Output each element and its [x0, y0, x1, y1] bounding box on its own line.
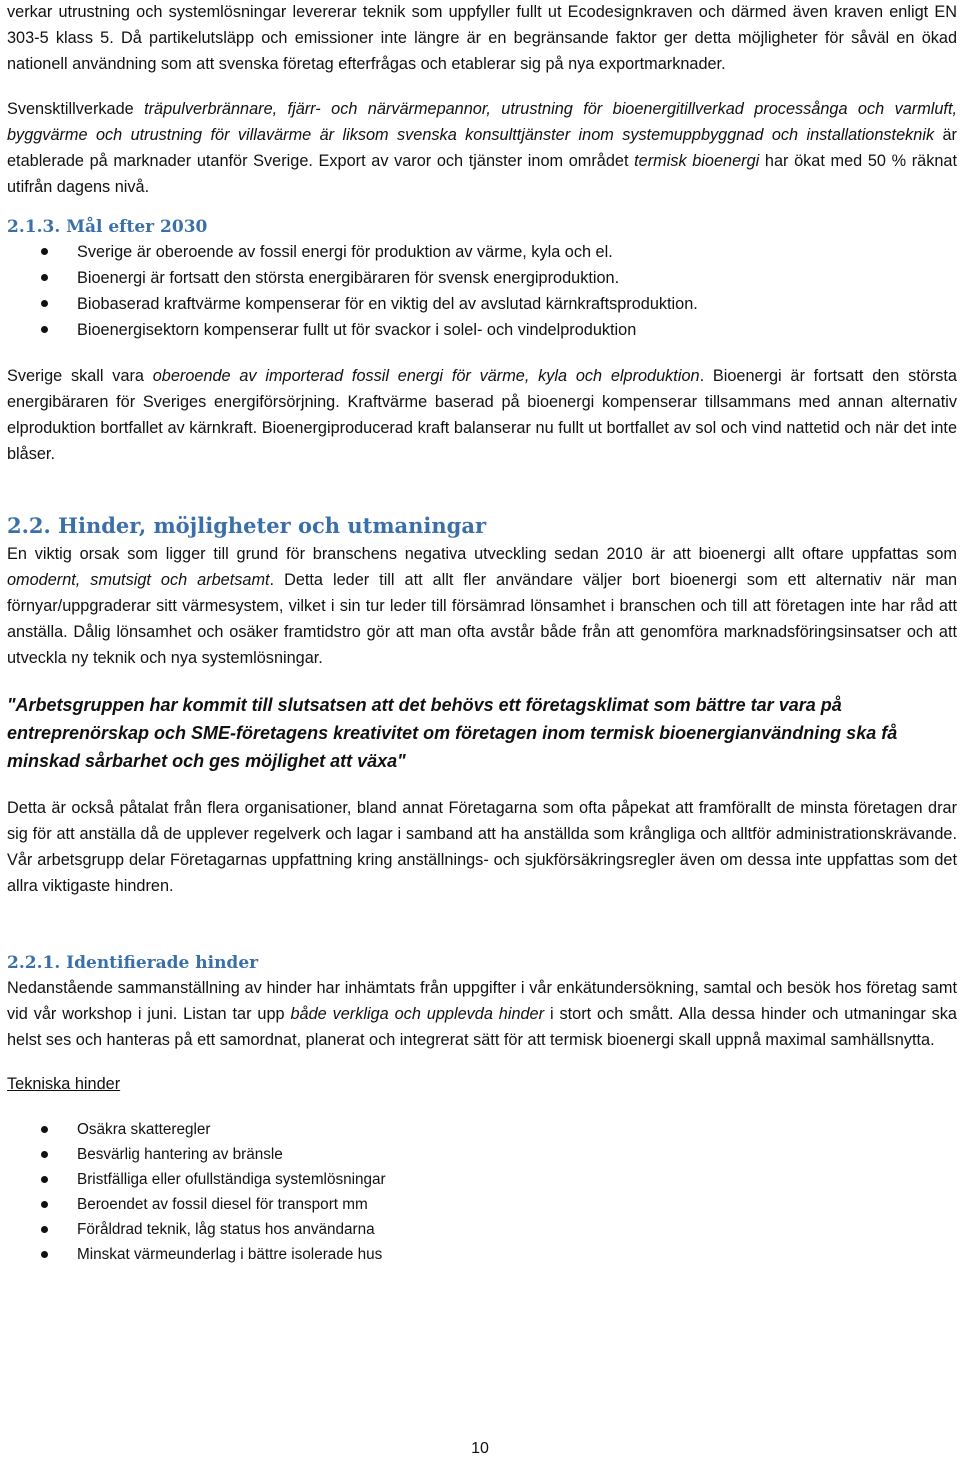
bullet-icon — [41, 1251, 48, 1258]
identified-text-2: både verkliga och upplevda hinder — [290, 1005, 545, 1023]
list-item — [7, 239, 957, 265]
goals-paragraph — [7, 363, 957, 467]
list-item — [7, 317, 957, 343]
list-item-text: Bioenergisektorn kompenserar fullt ut för svackor i solel- och vindelproduktion — [77, 321, 637, 339]
list-item-text: Beroendet av fossil diesel för transport mm — [77, 1196, 368, 1213]
list-item — [7, 1142, 957, 1167]
workgroup-quote: "Arbetsgruppen har kommit till slutsatsen att det behövs ett företagsklimat som bättre tar vara på entreprenörskap och SME-företagens kreativitet om företagen inom termisk bioenergianvändning ska få minskad sårbarhet och ges möjlighet att växa" — [7, 695, 898, 771]
list-item — [7, 1192, 957, 1217]
export-text-2: träpulverbrännare, fjärr- och närvärmepannor, utrustning för bioenergitillverkad processånga och varmluft, byggvärme och utrustning för villavärme är liksom svenska konsulttjänster inom systemuppbyggnad och installationsteknik — [7, 100, 957, 144]
list-item-text: Bristfälliga eller ofullständiga systemlösningar — [77, 1171, 386, 1188]
list-item-text: Sverige är oberoende av fossil energi för produktion av värme, kyla och el. — [77, 243, 613, 261]
goals-list — [7, 239, 957, 343]
export-text-5: har ökat med 50 % räknat utifrån dagens nivå. — [7, 152, 957, 196]
list-item — [7, 265, 957, 291]
intro-paragraph: verkar utrustning och systemlösningar levererar teknik som uppfyller fullt ut Ecodesignkraven och därmed även kraven enligt EN 303-5 klass 5. Då partikelutsläpp och emissioner inte längre är en begränsande faktor ger detta möjligheter för såväl en ökad nationell användning som att svenska företag efterfrågas och etablerar sig på nya exportmarknader. — [7, 3, 957, 73]
obstacles-text-2: omodernt, smutsigt och arbetsamt — [7, 571, 270, 589]
technical-obstacles-subheading: Tekniska hinder — [7, 1075, 121, 1093]
identified-text-1: Nedanstående sammanställning av hinder har inhämtats från uppgifter i vår enkätundersökning, samtal och besök hos företag samt vid vår workshop i juni. Listan tar upp — [7, 979, 957, 1023]
bullet-icon — [41, 300, 48, 307]
document-page — [7, 0, 957, 1267]
heading-2-2-1: 2.2.1. Identifierade hinder — [7, 953, 259, 973]
bullet-icon — [41, 248, 48, 255]
list-item-text: Bioenergi är fortsatt den största energibäraren för svensk energiproduktion. — [77, 269, 620, 287]
bullet-icon — [41, 326, 48, 333]
obstacles-paragraph — [7, 541, 957, 671]
bullet-icon — [41, 1176, 48, 1183]
list-item — [7, 291, 957, 317]
bullet-icon — [41, 1151, 48, 1158]
export-text-3: är etablerade på marknader utanför Sverige. Export av varor och tjänster inom området — [7, 126, 957, 170]
technical-obstacles-list — [7, 1117, 957, 1267]
list-item — [7, 1167, 957, 1192]
identified-text-3: i stort och smått. Alla dessa hinder och utmaningar ska helst ses och hanteras på ett samordnat, planerat och integrerat sätt för att termisk bioenergi skall uppnå maximal samhällsnytta. — [7, 1005, 957, 1049]
list-item-text: Osäkra skatteregler — [77, 1121, 211, 1138]
list-item-text: Besvärlig hantering av bränsle — [77, 1146, 283, 1163]
list-item — [7, 1117, 957, 1142]
export-text-1: Svensktillverkade — [7, 100, 145, 118]
list-item-text: Föråldrad teknik, låg status hos användarna — [77, 1221, 375, 1238]
goals-text-2: oberoende av importerad fossil energi för värme, kyla och elproduktion — [152, 367, 700, 385]
heading-2-1-3: 2.1.3. Mål efter 2030 — [7, 217, 208, 237]
list-item-text: Biobaserad kraftvärme kompenserar för en viktig del av avslutad kärnkraftsproduktion. — [77, 295, 698, 313]
bullet-icon — [41, 1226, 48, 1233]
export-paragraph — [7, 96, 957, 200]
list-item — [7, 1217, 957, 1242]
heading-2-2: 2.2. Hinder, möjligheter och utmaningar — [7, 513, 487, 538]
goals-text-1: Sverige skall vara — [7, 367, 153, 385]
bullet-icon — [41, 1201, 48, 1208]
page-number: 10 — [471, 1440, 489, 1457]
obstacles-text-3: . Detta leder till att allt fler användare väljer bort bioenergi som ett alternativ när man förnyar/uppgraderar sitt värmesystem, vilket i sin tur leder till försämrad lönsamhet i branschen och till att företagen inte har råd att anställa. Dålig lönsamhet och osäker framtidstro gör att man ofta avstår både från att genomföra marknadsföringsinsatser och att utveckla ny teknik och nya systemlösningar. — [7, 571, 957, 667]
bullet-icon — [41, 274, 48, 281]
bullet-icon — [41, 1126, 48, 1133]
list-item-text: Minskat värmeunderlag i bättre isolerade hus — [77, 1246, 383, 1263]
obstacles-text-1: En viktig orsak som ligger till grund för branschens negativa utveckling sedan 2010 är att bioenergi allt oftare uppfattas som — [7, 545, 957, 563]
identified-obstacles-paragraph — [7, 975, 957, 1053]
organisations-paragraph: Detta är också påtalat från flera organisationer, bland annat Företagarna som ofta påpekat att framförallt de minsta företagen drar sig för att anställa då de upplever regelverk och lagar i samband att ha anställda som krångliga och alltför administrationskrävande. Vår arbetsgrupp delar Företagarnas uppfattning kring anställnings- och sjukförsäkringsregler även om dessa inte uppfattas som det allra viktigaste hindren. — [7, 799, 957, 895]
export-text-4: termisk bioenergi — [634, 152, 760, 170]
list-item — [7, 1242, 957, 1267]
goals-text-3: . Bioenergi är fortsatt den största energibäraren för Sveriges energiförsörjning. Kraftvärme baserad på bioenergi kompenserar tillsammans med annan alternativ elproduktion bortfallet av kärnkraft. Bioenergiproducerad kraft balanserar nu fullt ut bortfallet av sol och vind nattetid och när det inte blåser. — [7, 367, 957, 463]
